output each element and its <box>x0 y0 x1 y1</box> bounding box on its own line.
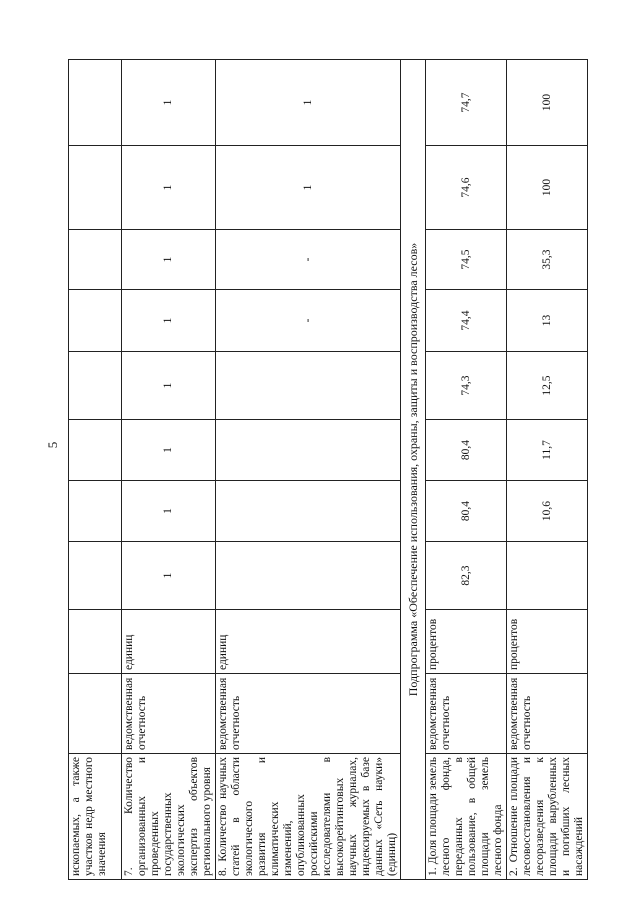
value-cell: 74,7 <box>426 60 507 146</box>
value-cell <box>216 542 401 610</box>
value-cell <box>216 481 401 542</box>
subprogram-row <box>401 60 426 880</box>
table-row <box>507 60 588 880</box>
value-cell <box>69 60 122 146</box>
value-cell: 100 <box>507 60 588 146</box>
value-cell: 1 <box>122 542 216 610</box>
value-cell: 74,4 <box>426 290 507 352</box>
value-cell <box>507 542 588 610</box>
value-cell <box>69 352 122 420</box>
value-cell: 1 <box>122 352 216 420</box>
source-cell: ведомственная отчетность <box>122 674 216 754</box>
unit-cell: единиц <box>216 610 401 674</box>
value-cell: 10,6 <box>507 481 588 542</box>
value-cell: 1 <box>122 60 216 146</box>
value-cell <box>216 352 401 420</box>
source-cell <box>69 674 122 754</box>
value-cell <box>69 481 122 542</box>
source-cell: ведомственная отчетность <box>426 674 507 754</box>
source-cell: ведомственная отчетность <box>507 674 588 754</box>
value-cell: - <box>216 290 401 352</box>
value-cell: 1 <box>122 481 216 542</box>
value-cell: 1 <box>122 420 216 481</box>
value-cell: 12,5 <box>507 352 588 420</box>
value-cell: 74,3 <box>426 352 507 420</box>
value-cell: - <box>216 230 401 290</box>
value-cell <box>69 290 122 352</box>
indicator-cell: 7. Количество организованных и проведенных государственных экологических экспертиз объектов регионального уровня <box>122 754 216 880</box>
value-cell <box>216 420 401 481</box>
indicator-cell: ископаемых, а также участков недр местного значения <box>69 754 122 880</box>
value-cell: 74,5 <box>426 230 507 290</box>
value-cell: 1 <box>216 146 401 230</box>
indicator-cell: 2. Отношение площади лесовосстановления и лесоразведения к площади вырубленных и погибших лесных насаждений <box>507 754 588 880</box>
indicator-cell: 1. Доля площади земель лесного фонда, переданных в пользование, в общей площади земель лесного фонда <box>426 754 507 880</box>
value-cell: 80,4 <box>426 481 507 542</box>
value-cell: 80,4 <box>426 420 507 481</box>
value-cell <box>69 542 122 610</box>
unit-cell: процентов <box>507 610 588 674</box>
value-cell: 11,7 <box>507 420 588 481</box>
rotated-table-container <box>68 60 585 880</box>
table-row <box>426 60 507 880</box>
subprogram-title: Подпрограмма «Обеспечение использования, охраны, защиты и воспроизводства лесов» <box>401 60 426 880</box>
table-row <box>216 60 401 880</box>
value-cell: 1 <box>216 60 401 146</box>
value-cell <box>69 420 122 481</box>
value-cell: 100 <box>507 146 588 230</box>
value-cell: 1 <box>122 230 216 290</box>
unit-cell: процентов <box>426 610 507 674</box>
page-number: 5 <box>45 441 60 449</box>
indicator-cell: 8. Количество научных статей в области экологического развития и климатических изменений, опубликованных российскими исследователями в высокорейтинговых научных журналах, индексируемых в базе данных «Сеть науки» (единиц) <box>216 754 401 880</box>
value-cell: 1 <box>122 290 216 352</box>
value-cell: 82,3 <box>426 542 507 610</box>
table-row <box>122 60 216 880</box>
value-cell <box>69 146 122 230</box>
source-cell: ведомственная отчетность <box>216 674 401 754</box>
unit-cell: единиц <box>122 610 216 674</box>
unit-cell <box>69 610 122 674</box>
value-cell: 74,6 <box>426 146 507 230</box>
value-cell <box>69 230 122 290</box>
table-row <box>69 60 122 880</box>
value-cell: 1 <box>122 146 216 230</box>
indicators-table <box>68 59 588 880</box>
value-cell: 35,3 <box>507 230 588 290</box>
value-cell: 13 <box>507 290 588 352</box>
